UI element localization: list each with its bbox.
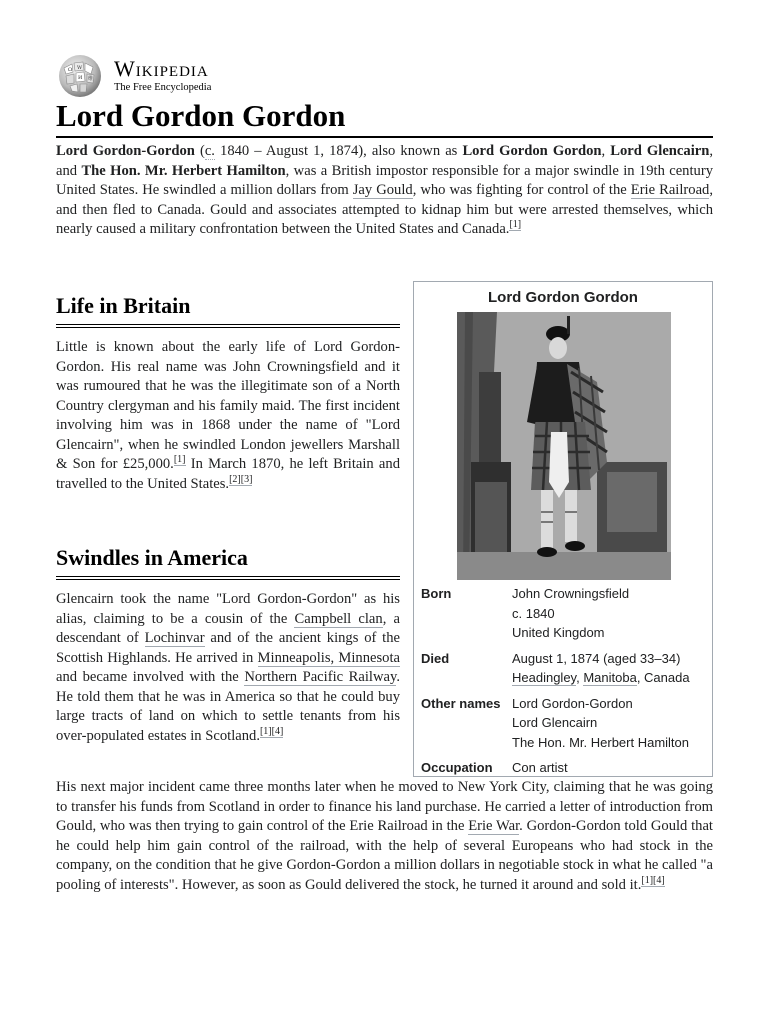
svg-text:W: W: [77, 65, 83, 71]
infobox-label: Born: [421, 586, 452, 601]
died-date: August 1, 1874 (aged 33–34): [512, 650, 681, 666]
lead-text: , and: [56, 143, 714, 179]
infobox-label: Other names: [421, 695, 501, 711]
citation-link[interactable]: [4]: [271, 725, 284, 737]
page-title: Lord Gordon Gordon: [56, 96, 713, 138]
infobox-row-occupation: [421, 758, 707, 778]
infobox-label: Died: [421, 650, 450, 666]
infobox-value: Con artist: [512, 760, 568, 775]
section-text: and became involved with the: [56, 669, 245, 685]
born-place: United Kingdom: [512, 625, 605, 640]
section-text: Little is known about the early life of Lord Gordon-Gordon. His real name was John Crowningsfield and it was rumoured that he was the illegitimate son of a North Country clergyman and his family maid. The first incident involving him was in 1868 under the name of "Lord Glencairn", when he swindled London jewellers Marshall & Son for £25,000.: [56, 339, 400, 472]
portrait-photo[interactable]: [457, 312, 671, 580]
site-tagline: The Free Encyclopedia: [114, 82, 212, 94]
citation-link[interactable]: [1]: [259, 725, 272, 737]
other-name: The Hon. Mr. Herbert Hamilton: [512, 734, 690, 750]
citation-link[interactable]: [2]: [229, 473, 241, 485]
other-name: Lord Glencairn: [512, 715, 598, 730]
headingley-link[interactable]: Headingley: [512, 670, 577, 685]
section-text: . Gordon-Gordon told Gould that he could help him gain control of the railroad, with the help of several Europeans who had stock in the company, on the condition that he give Gordon-Gordon a million dollars in negotiable stock in what he called "a pooling of interests". However, as soon as Gould delivered the stock, he turned it around and sold it.: [56, 818, 713, 893]
infobox-value: [512, 694, 707, 753]
citation-link[interactable]: [1]: [641, 874, 654, 886]
lochinvar-link[interactable]: Lochinvar: [144, 630, 205, 646]
lead-text: 1840 – August 1, 1874), also known as: [214, 143, 463, 159]
citation-link[interactable]: [1]: [509, 219, 522, 231]
lead-text: , who was fighting for control of the: [412, 182, 631, 199]
erie-war-link[interactable]: Erie War: [468, 818, 520, 834]
infobox-label: Occupation: [421, 760, 493, 775]
lead-bold-alias: The Hon. Mr. Herbert Hamilton: [81, 162, 286, 179]
born-name: John Crowningsfield: [512, 586, 630, 601]
wikipedia-globe-icon: [56, 54, 104, 98]
infobox-row-died: [421, 649, 707, 688]
infobox-value: [512, 584, 707, 643]
campbell-clan-link[interactable]: Campbell clan: [294, 610, 383, 627]
section-heading: Swindles in America: [56, 544, 400, 580]
section-heading: Life in Britain: [56, 292, 400, 328]
other-name: Lord Gordon-Gordon: [512, 695, 633, 711]
lead-text: ,: [601, 143, 611, 159]
section-paragraph: [56, 590, 400, 746]
citation-link[interactable]: [4]: [653, 874, 665, 886]
infobox-value: [512, 649, 707, 688]
site-name: Wikipedia: [114, 56, 209, 82]
section-text: Glencairn took the name "Lord Gordon-Gordon" as his alias, claiming to be a cousin of the: [56, 591, 400, 627]
section-text: His next major incident came three months later when he moved to New York City, claiming that he was going to transfer his funds from Scotland in order to finance his land purchase. He carried a letter of introduction from Gould, who was then trying to gain control of the Erie Railroad in the: [56, 779, 713, 834]
circa-link[interactable]: c.: [204, 143, 215, 159]
section-life-in-britain: [56, 292, 400, 494]
citation-link[interactable]: [3]: [240, 473, 253, 485]
lead-bold-alias: Lord Gordon Gordon: [462, 143, 602, 159]
section-paragraph-continued: [56, 778, 713, 895]
section-text: . He told them that he was in America so that he could buy large tracts of land on which to settle tenants from his over-populated estates in Scotland.: [56, 669, 401, 744]
infobox-details: [421, 584, 707, 784]
lead-text: (: [194, 143, 205, 159]
died-country: , Canada: [636, 670, 690, 685]
infobox-row-other-names: [421, 694, 707, 753]
svg-text:Ω: Ω: [68, 67, 73, 73]
erie-railroad-link[interactable]: Erie Railroad: [630, 182, 710, 199]
separator: ,: [576, 670, 584, 685]
minneapolis-link[interactable]: Minneapolis, Minnesota: [257, 649, 401, 666]
citation-link[interactable]: [1]: [173, 454, 186, 465]
section-paragraph: [56, 338, 400, 494]
infobox-row-born: [421, 584, 707, 643]
died-place: [512, 668, 707, 688]
infobox: [413, 281, 713, 777]
lead-text: , was a British impostor responsible for a major swindle in 19th century United States. He swindled a million dollars from: [56, 162, 713, 199]
lead-paragraph: [56, 142, 713, 240]
section-text: , a descendant of: [56, 610, 400, 646]
svg-text:维: 维: [88, 76, 94, 82]
lead-bold-alias: Lord Glencairn: [610, 143, 710, 159]
svg-text:И: И: [78, 75, 83, 81]
section-text: and of the ancient kings of the Scottish Highlands. He arrived in: [56, 630, 400, 666]
lead-bold-name: Lord Gordon-Gordon: [56, 143, 195, 159]
wikipedia-logo[interactable]: [56, 53, 211, 99]
jay-gould-link[interactable]: Jay Gould: [352, 182, 413, 199]
section-swindles-in-america: [56, 544, 400, 746]
born-date: c. 1840: [512, 605, 555, 621]
lead-text: , and then fled to Canada. Gould and associates attempted to kidnap him but were arrested themselves, which nearly caused a military confrontation between the United States and Canada.: [56, 182, 714, 238]
infobox-title: Lord Gordon Gordon: [488, 289, 638, 306]
section-text: In March 1870, he left Britain and travelled to the United States.: [56, 456, 400, 492]
manitoba-link[interactable]: Manitoba: [583, 670, 637, 685]
northern-pacific-railway-link[interactable]: Northern Pacific Railway: [244, 669, 397, 685]
